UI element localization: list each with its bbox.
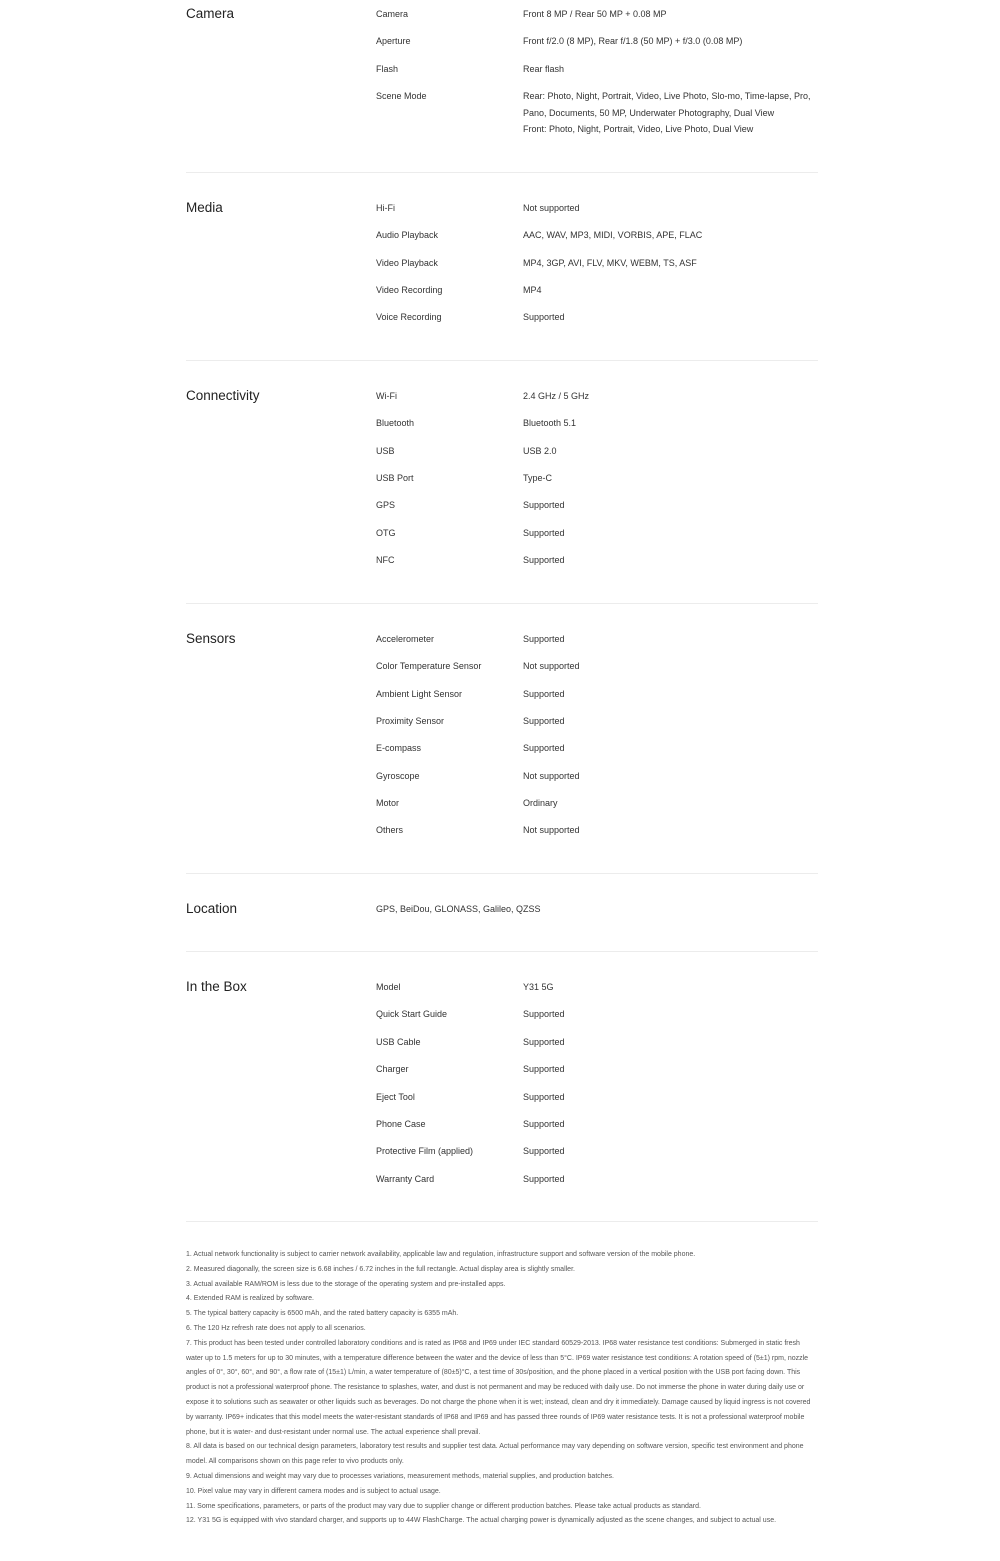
spec-value: MP4, 3GP, AVI, FLV, MKV, WEBM, TS, ASF: [523, 258, 697, 268]
spec-value: Supported: [523, 1009, 565, 1019]
spec-value: Supported: [523, 500, 565, 510]
section-title-connectivity: Connectivity: [186, 388, 260, 403]
spec-label: Gyroscope: [376, 771, 420, 781]
spec-value: Supported: [523, 1119, 565, 1129]
spec-value: Supported: [523, 1174, 565, 1184]
spec-label: Eject Tool: [376, 1092, 415, 1102]
spec-label: Ambient Light Sensor: [376, 689, 463, 699]
spec-value: Supported: [523, 716, 565, 726]
spec-label: Others: [376, 825, 404, 835]
section-divider: [186, 603, 818, 604]
footnote: 4. Extended RAM is realized by software.: [186, 1295, 315, 1303]
spec-value: Supported: [523, 689, 565, 699]
spec-label: Quick Start Guide: [376, 1009, 448, 1019]
spec-label: USB Port: [376, 473, 414, 483]
spec-label: Video Recording: [376, 285, 443, 295]
spec-label: Protective Film (applied): [376, 1146, 474, 1156]
spec-label: Audio Playback: [376, 230, 439, 240]
section-divider: [186, 951, 818, 952]
footnote: 2. Measured diagonally, the screen size is 6.68 inches / 6.72 inches in the full rectangle. Actual display area is slightly smaller.: [186, 1265, 575, 1273]
spec-label: Proximity Sensor: [376, 716, 445, 726]
section-title-in-the-box: In the Box: [186, 979, 247, 994]
spec-value: GPS, BeiDou, GLONASS, Galileo, QZSS: [376, 904, 541, 914]
spec-value: Supported: [523, 528, 565, 538]
footnote: 6. The 120 Hz refresh rate does not apply to all scenarios.: [186, 1324, 366, 1332]
section-divider: [186, 873, 818, 874]
spec-label: OTG: [376, 528, 396, 538]
spec-value: Front 8 MP / Rear 50 MP + 0.08 MP: [523, 9, 667, 19]
spec-label: GPS: [376, 500, 396, 510]
spec-value: Supported: [523, 312, 565, 322]
spec-value: Type-C: [523, 473, 553, 483]
spec-value: Supported: [523, 1092, 565, 1102]
spec-label: Warranty Card: [376, 1174, 435, 1184]
footnote: 8. All data is based on our technical design parameters, laboratory test results and supplier test data. Actual performance may vary depending on software version, specific test environment and phone model. All comparisons shown on this page refer to vivo products only.: [186, 1443, 804, 1466]
footnote: 5. The typical battery capacity is 6500 mAh, and the rated battery capacity is 6355 mAh.: [186, 1310, 459, 1318]
spec-value: AAC, WAV, MP3, MIDI, VORBIS, APE, FLAC: [523, 230, 703, 240]
footnote: 7. This product has been tested under controlled laboratory conditions and is rated as IP68 and IP69 under IEC standard 60529-2013. IP68 water resistance test conditions: Submerged in static fresh water up to 1.5 meters for up to 30 minutes, with a temperature difference between the water and the device of less than 5°C. IP69 water resistance test conditions: A rotation speed of (5±1) rpm, nozzle angles of 0°, 30°, 60°, and 90°, a flow rate of (15±1) L/min, a water temperature of (80±5)°C, a test time of 30s/position, and the phone placed in a vertical position with the USB port facing down. This product is not a professional waterproof phone. The resistance to splashes, water, and dust is not permanent and may be reduced with daily use. Do not immerse the phone in water during daily use or expose it to solutions such as seawater or other liquids such as beverages. Do not charge the phone when it is wet; instead, clean and dry it immediately. Damage caused by liquid ingress is not covered by warranty. IP69+ indicates that this model meets the water-resistant standards of IP68 and IP69 and has passed three rounds of IP69 water resistance tests. It is not a professional waterproof mobile phone, but it is water- and dust-resistant under normal use. The actual experience shall prevail.: [186, 1339, 811, 1436]
section-divider: [186, 360, 818, 361]
spec-value: Rear: Photo, Night, Portrait, Video, Live Photo, Slo-mo, Time-lapse, Pro, Pano, Documents, 50 MP, Underwater Photography, Dual View Front: Photo, Night, Portrait, Video, Live Photo, Dual View: [523, 91, 811, 134]
footnote: 11. Some specifications, parameters, or parts of the product may vary due to supplier change or different production batches. Please take actual products as standard.: [186, 1502, 701, 1510]
section-title-sensors: Sensors: [186, 631, 236, 646]
spec-label: Hi-Fi: [376, 203, 395, 213]
spec-label: Color Temperature Sensor: [376, 661, 482, 671]
spec-label: Model: [376, 982, 401, 992]
section-title-camera: Camera: [186, 6, 235, 21]
footnote: 1. Actual network functionality is subject to carrier network availability, applicable law and regulation, infrastructure support and software version of the mobile phone.: [186, 1251, 696, 1258]
spec-label: NFC: [376, 555, 395, 565]
spec-value: Supported: [523, 1146, 565, 1156]
spec-value: MP4: [523, 285, 542, 295]
spec-label: Camera: [376, 9, 409, 19]
spec-value: Supported: [523, 1064, 565, 1074]
footnotes: [186, 1248, 818, 1529]
footnote: 3. Actual available RAM/ROM is less due to the storage of the operating system and pre-installed apps.: [186, 1280, 506, 1288]
spec-value: Front f/2.0 (8 MP), Rear f/1.8 (50 MP) + f/3.0 (0.08 MP): [523, 36, 743, 46]
spec-label: Aperture: [376, 36, 411, 46]
spec-label: Voice Recording: [376, 312, 442, 322]
spec-label: Phone Case: [376, 1119, 426, 1129]
spec-value: Supported: [523, 743, 565, 753]
spec-label: Bluetooth: [376, 418, 415, 428]
spec-value: Not supported: [523, 771, 580, 781]
spec-value: Supported: [523, 634, 565, 644]
section-title-location: Location: [186, 901, 238, 916]
spec-value: Rear flash: [523, 64, 565, 74]
spec-label: Wi-Fi: [376, 391, 397, 401]
spec-value: Supported: [523, 1037, 565, 1047]
spec-label: Accelerometer: [376, 634, 435, 644]
spec-label: Scene Mode: [376, 91, 427, 101]
spec-label: Video Playback: [376, 258, 438, 268]
section-divider: [186, 1221, 818, 1222]
spec-value: Y31 5G: [523, 982, 554, 992]
section-title-media: Media: [186, 200, 223, 215]
spec-value: Supported: [523, 555, 565, 565]
spec-value: Ordinary: [523, 798, 558, 808]
section-divider: [186, 172, 818, 173]
footnote: 10. Pixel value may vary in different camera modes and is subject to actual usage.: [186, 1487, 441, 1495]
spec-label: Motor: [376, 798, 400, 808]
spec-value: Not supported: [523, 203, 580, 213]
footnote: 12. Y31 5G is equipped with vivo standard charger, and supports up to 44W FlashCharge. The actual charging power is dynamically adjusted as the scene changes, and subject to actual use.: [186, 1517, 777, 1525]
spec-label: USB Cable: [376, 1037, 421, 1047]
spec-label: USB: [376, 446, 395, 456]
footnote: 9. Actual dimensions and weight may vary due to processes variations, measurement methods, material supplies, and production batches.: [186, 1472, 615, 1480]
spec-value: 2.4 GHz / 5 GHz: [523, 391, 590, 401]
spec-label: Charger: [376, 1064, 409, 1074]
spec-value: Bluetooth 5.1: [523, 418, 577, 428]
spec-label: Flash: [376, 64, 399, 74]
spec-label: E-compass: [376, 743, 422, 753]
spec-value: Not supported: [523, 825, 580, 835]
spec-value: USB 2.0: [523, 446, 557, 456]
spec-value: Not supported: [523, 661, 580, 671]
